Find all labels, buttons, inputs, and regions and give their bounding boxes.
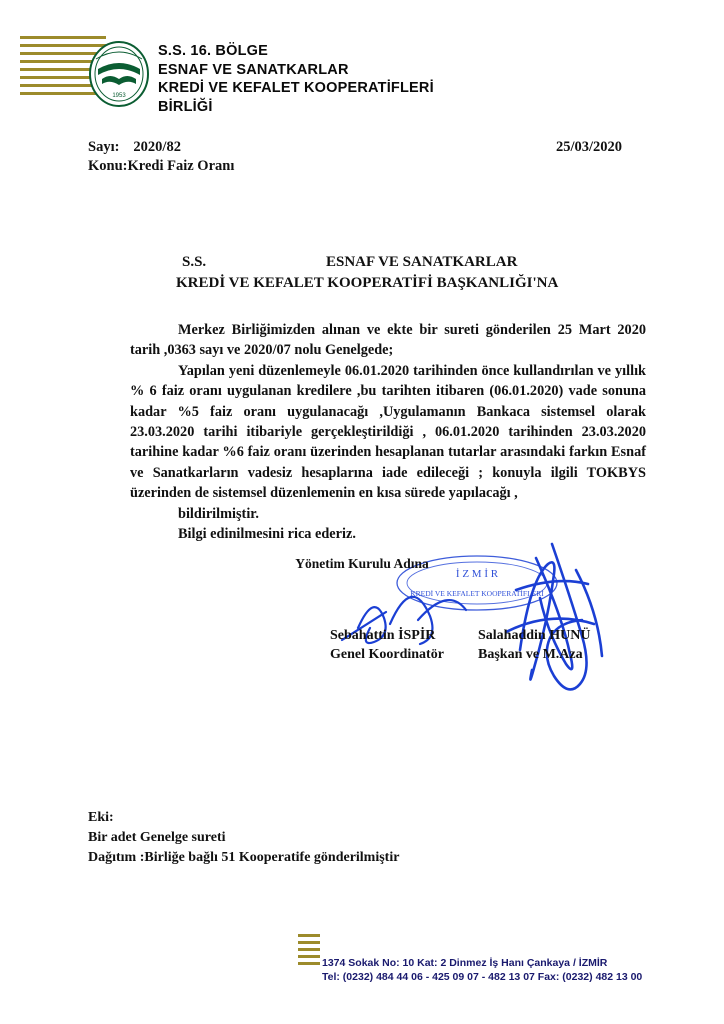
sayi-label: Sayı: xyxy=(88,139,120,155)
signature-names xyxy=(330,626,660,664)
org-line-4: BİRLİĞİ xyxy=(158,98,213,115)
signature-right-title: Başkan ve M.Aza xyxy=(478,647,583,662)
body-paragraph-3: bildirilmiştir. xyxy=(178,505,259,522)
svg-text:1953: 1953 xyxy=(112,93,126,99)
konu-label: Konu: xyxy=(88,158,128,174)
document-date: 25/03/2020 xyxy=(555,139,622,155)
attachments-block xyxy=(88,808,608,868)
signature-right-name: Salahaddin HUNÜ xyxy=(478,628,591,643)
konu-value: Kredi Faiz Oranı xyxy=(127,158,235,174)
distribution-line: Dağıtım :Birliğe bağlı 51 Kooperatife gönderilmiştir xyxy=(88,850,400,865)
sayi-value: 2020/82 xyxy=(133,139,181,155)
svg-text:İ Z M İ R: İ Z M İ R xyxy=(455,568,499,580)
org-line-1: S.S. 16. BÖLGE xyxy=(158,43,268,59)
cooperative-emblem-icon xyxy=(88,41,150,107)
body-paragraph-4: Bilgi edinilmesini rica ederiz. xyxy=(178,526,356,543)
svg-text:KREDİ VE KEFALET KOOPERATİFLER: KREDİ VE KEFALET KOOPERATİFLERİ xyxy=(410,589,544,598)
document-meta xyxy=(88,138,628,176)
addressee-org: ESNAF VE SANATKARLAR xyxy=(326,254,518,270)
org-line-2: ESNAF VE SANATKARLAR xyxy=(158,61,349,78)
body-paragraph-2: Yapılan yeni düzenlemeyle 06.01.2020 tarihinden önce kullandırılan ve yıllık % 6 faiz oranı uygulanan kredilere ,bu tarihten itibaren (06.01.2020) vade sonuna kadar %5 faiz oranı uygulanacağı ,Uygulamanın Bankaca sistemsel olarak 23.03.2020 tarihi itibariyle gerçekleştirildiği , 06.01.2020 tarihinden 23.03.2020 tarihine kadar %6 faiz oranı üzerinden hesaplanan tutarlar arasındaki farkın Esnaf ve Sanatkarların vadesiz hesaplarına iade edileceği ; konuyla ilgili TOKBYS üzerinden de sistemsel düzenlemenin en kısa sürede yapılacağı , xyxy=(130,362,646,502)
attachments-label: Eki: xyxy=(88,810,114,825)
addressee-line-1 xyxy=(182,252,642,273)
footer-address xyxy=(322,956,702,984)
document-body xyxy=(130,320,646,544)
meta-row-konu xyxy=(88,157,628,176)
signature-left-title: Genel Koordinatör xyxy=(330,647,444,662)
organization-header xyxy=(158,42,578,116)
addressee-line-2: KREDİ VE KEFALET KOOPERATİFİ BAŞKANLIĞI'NA xyxy=(176,275,559,291)
footer-address-line-2: Tel: (0232) 484 44 06 - 425 09 07 - 482 13 07 Fax: (0232) 482 13 00 xyxy=(322,971,643,983)
signature-left-name: Sebahattin İSPİR xyxy=(330,628,436,643)
body-paragraph-1: Merkez Birliğimizden alınan ve ekte bir sureti gönderilen 25 Mart 2020 tarih ,0363 sayı ve 2020/07 nolu Genelgede; xyxy=(130,322,646,359)
signature-left xyxy=(330,626,478,664)
footer-address-line-1: 1374 Sokak No: 10 Kat: 2 Dinmez İş Hanı Çankaya / İZMİR xyxy=(322,957,608,969)
attachments-item: Bir adet Genelge sureti xyxy=(88,830,226,845)
signature-right xyxy=(478,626,648,664)
addressee-prefix: S.S. xyxy=(182,254,207,270)
addressee-block xyxy=(176,252,642,294)
meta-row-sayi xyxy=(88,138,628,157)
org-line-3: KREDİ VE KEFALET KOOPERATİFLERİ xyxy=(158,80,434,96)
board-authority-line: Yönetim Kurulu Adına xyxy=(295,556,429,571)
